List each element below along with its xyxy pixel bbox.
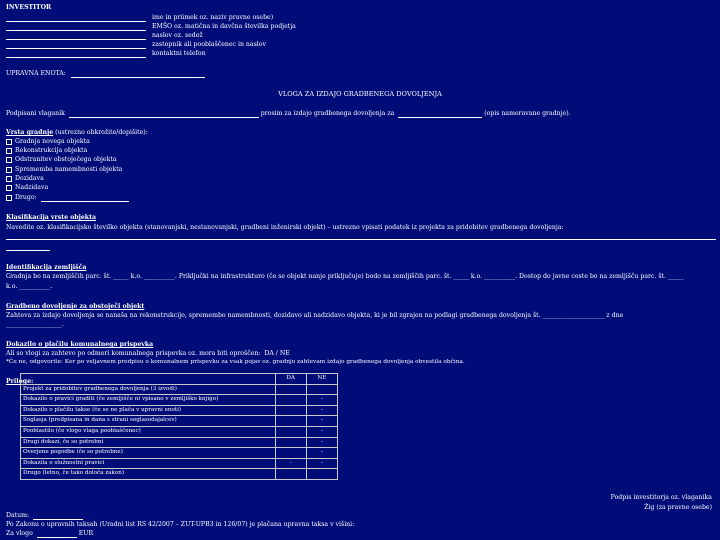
vrsta-option[interactable] [6, 147, 87, 155]
signature-line2: Žig (za pravne osebe) [644, 503, 712, 511]
vrsta-option-label: Odstranitev obstoječega objekta [15, 156, 117, 163]
gradnja-desc-field[interactable] [398, 117, 482, 118]
table-row [21, 448, 338, 459]
checkbox-icon[interactable] [6, 157, 12, 163]
investitor-emso-field[interactable] [6, 30, 146, 31]
priloge-label: Dokazila o služnostni pravici [21, 458, 276, 469]
table-row [21, 405, 338, 416]
priloge-da-cell[interactable] [275, 416, 306, 427]
vrsta-option-label: Nadzidava [15, 184, 49, 191]
predpis-line1-row [6, 350, 290, 358]
vrsta-drugo-field[interactable] [41, 201, 129, 202]
investitor-row-label: naslov oz. sedež [151, 32, 203, 39]
checkbox-icon[interactable] [6, 139, 12, 145]
obstojeci-cont: __________________. [6, 321, 64, 328]
vrsta-option-label: Sprememba namembnosti objekta [15, 166, 123, 173]
predpis-heading: Dokazilo o plačilu komunalnega prispevka [6, 341, 154, 348]
upravna-enota-row [6, 70, 205, 78]
datum-row [6, 512, 83, 520]
priloge-label: Drugo (letno, če tako določa zakon) [21, 469, 276, 480]
table-row [21, 395, 338, 406]
request-prefix: Podpisani vlaganik [6, 110, 65, 117]
priloge-ne-cell[interactable]: - [306, 405, 337, 416]
investitor-name-field[interactable] [6, 21, 146, 22]
datum-field[interactable] [33, 519, 83, 520]
investitor-row [6, 23, 296, 31]
predpis-line2: *Če ne, odgovorite: Ker po veljavnem predpisu o komunalnem prispevku za vsak pojav oz. gradnjo zahtevam izdajo gradbenega dovoljenja obvestila občina. [6, 359, 465, 365]
checkbox-icon[interactable] [6, 167, 12, 173]
checkbox-icon[interactable] [6, 185, 12, 191]
priloge-ne-cell[interactable] [306, 384, 337, 395]
priloge-ne-cell[interactable] [306, 469, 337, 480]
priloge-label: Drugi dokazi, če so potrebni [21, 437, 276, 448]
table-row [21, 416, 338, 427]
klasifikacija-field-2[interactable] [6, 243, 50, 251]
investitor-address-field[interactable] [6, 39, 146, 40]
investitor-row [6, 41, 266, 49]
priloge-label: Projekt za pridobitev gradbenega dovoljenja (3 izvodi) [21, 384, 276, 395]
obstojeci-heading: Gradbeno dovoljenje za obstoječi objekt [6, 303, 145, 310]
investitor-row [6, 14, 273, 22]
priloge-da-cell[interactable] [275, 405, 306, 416]
investitor-row [6, 32, 203, 40]
identifikacija-heading: Identifikacija zemljišča [6, 264, 87, 271]
request-middle: prosim za izdajo gradbenega dovoljenja za [260, 110, 395, 117]
priloge-label: Soglasja (predpisana in dana s strani soglasodajalcev) [21, 416, 276, 427]
vrsta-option[interactable] [6, 156, 117, 164]
investitor-row-label: EMŠO oz. matična in davčna številka podjetja [151, 23, 296, 30]
vrsta-heading-row [6, 129, 148, 137]
vrsta-heading: Vrsta gradnje [6, 129, 54, 136]
table-row [21, 426, 338, 437]
priloge-col-da: DA [275, 374, 306, 385]
klasifikacija-heading: Klasifikacija vrste objekta [6, 214, 96, 221]
priloge-ne-cell[interactable]: - [306, 416, 337, 427]
investitor-heading: INVESTITOR [6, 4, 52, 11]
investitor-agent-field[interactable] [6, 48, 146, 49]
vrsta-option-label: Dozidava [15, 175, 44, 182]
upravna-enota-field[interactable] [71, 77, 205, 78]
investitor-row-label: zastopnik ali pooblaščenec in naslov [151, 41, 266, 48]
priloge-col-ne: NE [306, 374, 337, 385]
priloge-label: Pooblastilo (če vlogo vlaga pooblaščenec) [21, 426, 276, 437]
checkbox-icon[interactable] [6, 176, 12, 182]
priloge-heading: Priloge: [6, 378, 34, 385]
table-row [21, 437, 338, 448]
predpis-da-ne[interactable]: DA / NE [264, 350, 290, 357]
table-row [21, 458, 338, 469]
vloga-amount-field[interactable] [37, 537, 77, 538]
vrsta-option-label: Drugo: [15, 194, 37, 201]
taksa-text: Po Zakonu o upravnih taksah (Uradni list RS 42/2007 – ZUT-UPB3 in 126/07) je plačana upravna taksa v višini: [6, 521, 355, 528]
vloga-unit: EUR [78, 530, 94, 537]
priloge-header-row [21, 374, 338, 385]
priloge-ne-cell[interactable]: - [306, 458, 337, 469]
priloge-header-blank [21, 374, 276, 385]
priloge-ne-cell[interactable]: - [306, 426, 337, 437]
priloge-da-cell[interactable] [275, 426, 306, 437]
priloge-ne-cell[interactable]: - [306, 395, 337, 406]
vloga-label: Za vlogo [6, 530, 33, 537]
vrsta-option[interactable] [6, 138, 90, 146]
vloga-row [6, 530, 93, 538]
investitor-row [6, 50, 206, 58]
priloge-da-cell[interactable] [275, 384, 306, 395]
predpis-line1: Ali so vlogi za zahtevo po odmeri komunalnega prispevka oz. mora biti oproščen: [6, 350, 261, 357]
checkbox-icon[interactable] [6, 195, 12, 201]
table-row [21, 469, 338, 480]
vrsta-option-label: Rekonstrukcija objekta [15, 147, 88, 154]
identifikacija-cont: k.o. __________. [6, 283, 53, 290]
priloge-da-cell[interactable] [275, 437, 306, 448]
obstojeci-text: Zahteva za izdajo dovoljenja se nanaša na rekonstrukcijo, spremembo namembnosti, dozidavo ali nadzidavo objekta, ki je bil zgrajen na podlagi gradbenega dovoljenja št. ____________________ z dne [6, 312, 624, 319]
vrsta-option[interactable] [6, 175, 44, 183]
priloge-da-cell[interactable]: - [275, 458, 306, 469]
signature-block [611, 494, 712, 512]
priloge-da-cell[interactable] [275, 395, 306, 406]
investitor-row-label: ime in priimek oz. naziv pravne osebe) [151, 14, 274, 21]
priloge-ne-cell[interactable]: - [306, 448, 337, 459]
request-line [6, 110, 571, 118]
priloge-label: Dokazilo o plačilu takse (če se ne plača v upravni enoti) [21, 405, 276, 416]
page-title: VLOGA ZA IZDAJO GRADBENEGA DOVOLJENJA [278, 90, 442, 98]
vrsta-option[interactable] [6, 166, 122, 174]
priloge-table [20, 373, 338, 480]
request-suffix: (opis nameravane gradnje). [484, 110, 571, 117]
priloge-da-cell[interactable] [275, 469, 306, 480]
upravna-enota-label: UPRAVNA ENOTA: [6, 70, 66, 77]
klasifikacija-text: Navedite oz. klasifikacijsko številko objekta (stanovanjski, nestanovanjski, gradbeni inženirski objekt) – ustrezno vpisati podatek iz projekta za pridobitev gradbenega dovoljenja: [6, 224, 564, 231]
vrsta-option-label: Gradnja novega objekta [15, 138, 90, 145]
datum-label: Datum: [6, 512, 30, 519]
priloge-label: Dokazilo o pravici graditi (če zemljišče ni vpisano v zemljiško knjigo) [21, 395, 276, 406]
vlaganik-name-field[interactable] [69, 117, 259, 118]
vrsta-option[interactable] [6, 184, 48, 192]
signature-line1: Podpis investitorja oz. vlaganika [610, 494, 712, 501]
checkbox-icon[interactable] [6, 148, 12, 154]
priloge-da-cell[interactable] [275, 448, 306, 459]
priloge-ne-cell[interactable]: - [306, 437, 337, 448]
vrsta-heading-note: (ustrezno obkrožite/dopišite): [53, 129, 148, 136]
investitor-phone-field[interactable] [6, 57, 146, 58]
investitor-row-label: kontaktni telefon [151, 50, 206, 57]
vrsta-option[interactable] [6, 194, 129, 202]
priloge-label: Overjene pogodbe (če so potrebne) [21, 448, 276, 459]
table-row [21, 384, 338, 395]
identifikacija-text: Gradnja bo na zemljiščih parc. št. _____ k.o. __________. Priključki na infrastrukturo (če se objekt nanje priključuje) bodo na zemljiščih parc. št. _____ k.o. __________. Dostop do javne ceste bo na zemljišču parc. št. _____ [6, 273, 684, 280]
klasifikacija-field[interactable] [6, 239, 716, 240]
